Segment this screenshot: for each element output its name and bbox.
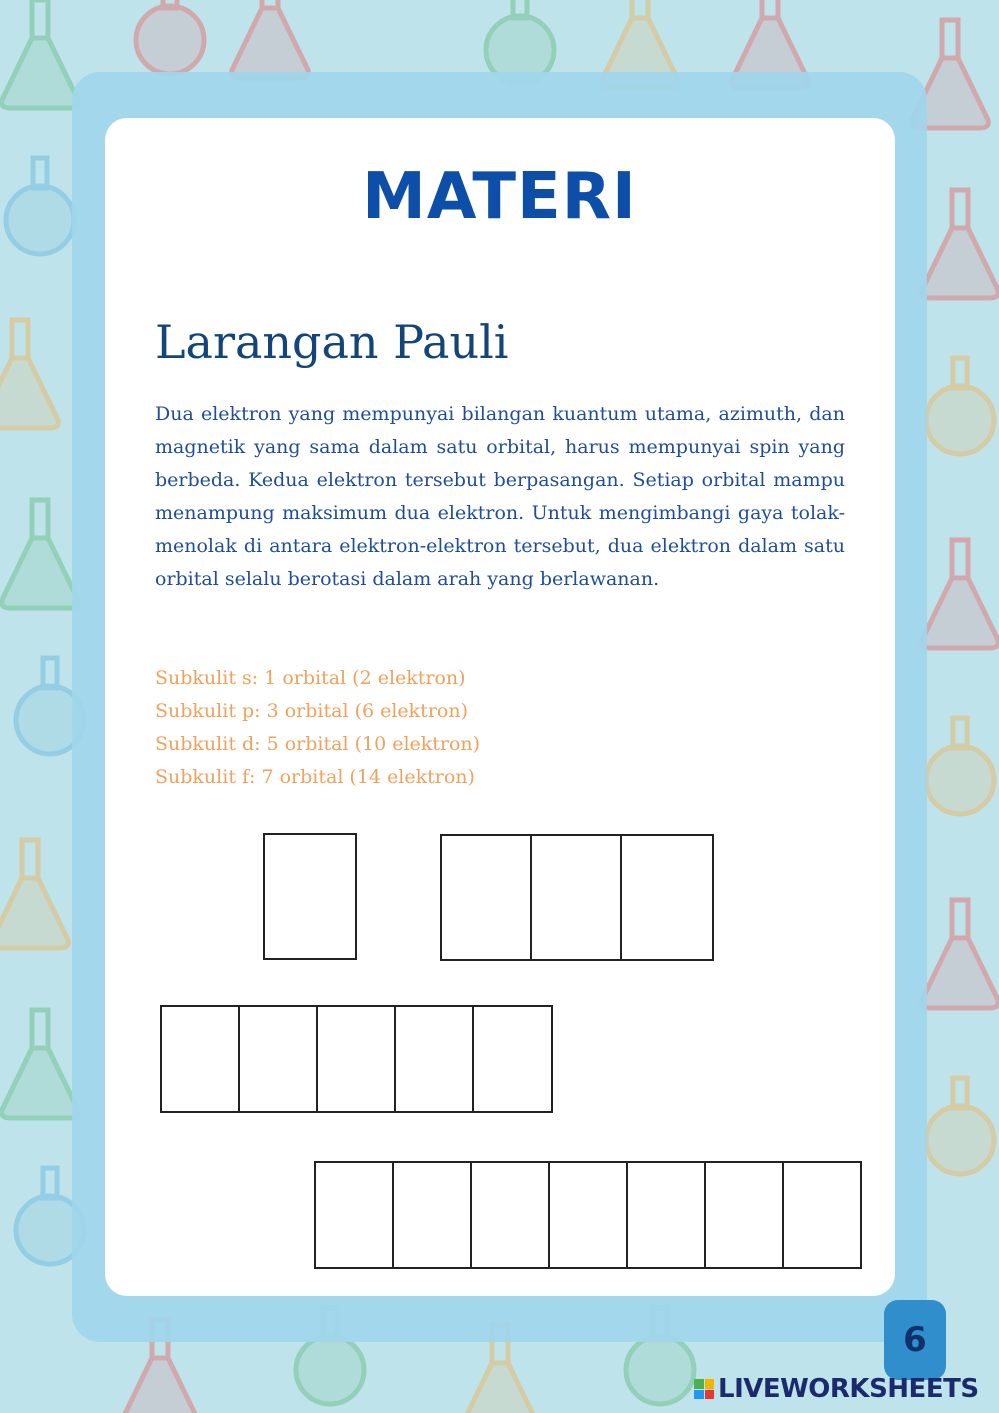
liveworksheets-brand xyxy=(694,1374,979,1404)
orbital-box[interactable] xyxy=(532,836,622,959)
orbital-box[interactable] xyxy=(550,1163,628,1267)
subshell-d-item: Subkulit d: 5 orbital (10 elektron) xyxy=(155,733,481,755)
orbital-boxes-d xyxy=(160,1005,553,1113)
orbital-box[interactable] xyxy=(706,1163,784,1267)
section-title: Larangan Pauli xyxy=(155,315,509,369)
liveworksheets-logo-icon xyxy=(694,1379,714,1399)
orbital-box[interactable] xyxy=(442,836,532,959)
orbital-box[interactable] xyxy=(318,1007,396,1111)
page-number-badge: 6 xyxy=(884,1300,946,1380)
subshell-list xyxy=(155,662,655,794)
orbital-box[interactable] xyxy=(472,1163,550,1267)
page-heading: MATERI xyxy=(362,160,637,234)
orbital-box[interactable] xyxy=(628,1163,706,1267)
explanation-paragraph: Dua elektron yang mempunyai bilangan kuantum utama, azimuth, dan magnetik yang sama dalam satu orbital, harus mempunyai spin yang berbeda. Kedua elektron tersebut berpasangan. Setiap orbital mampu menampung maksimum dua elektron. Untuk mengimbangi gaya tolak-menolak di antara elektron-elektron tersebut, dua elektron dalam satu orbital selalu berotasi dalam arah yang berlawanan. xyxy=(155,403,845,590)
brand-text: LIVEWORKSHEETS xyxy=(718,1374,979,1404)
orbital-box[interactable] xyxy=(162,1007,240,1111)
orbital-boxes-f xyxy=(314,1161,862,1269)
orbital-box[interactable] xyxy=(240,1007,318,1111)
orbital-box[interactable] xyxy=(265,835,355,958)
orbital-boxes-s xyxy=(263,833,357,960)
subshell-p-item: Subkulit p: 3 orbital (6 elektron) xyxy=(155,700,468,722)
subshell-f-item: Subkulit f: 7 orbital (14 elektron) xyxy=(155,766,475,788)
orbital-box[interactable] xyxy=(784,1163,860,1267)
orbital-box[interactable] xyxy=(474,1007,551,1111)
orbital-box[interactable] xyxy=(316,1163,394,1267)
orbital-box[interactable] xyxy=(396,1007,474,1111)
subshell-s-item: Subkulit s: 1 orbital (2 elektron) xyxy=(155,667,466,689)
orbital-box[interactable] xyxy=(394,1163,472,1267)
orbital-box[interactable] xyxy=(622,836,712,959)
orbital-boxes-p xyxy=(440,834,714,961)
